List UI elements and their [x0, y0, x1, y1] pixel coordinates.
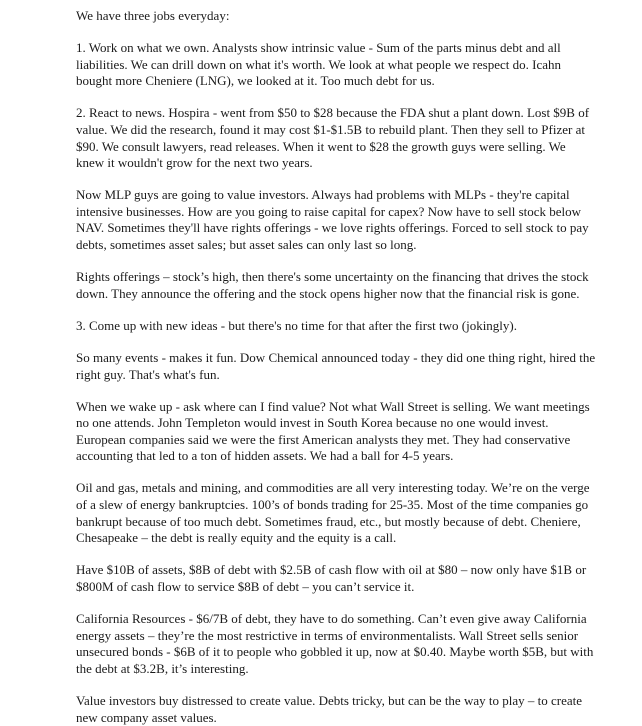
paragraph-job-3: 3. Come up with new ideas - but there's no time for that after the first two (jokingly). [76, 317, 517, 333]
paragraph-job-2: 2. React to news. Hospira - went from $50 to $28 because the FDA shut a plant down. Lost $9B of value. We did the research, found it may cost $1-$1.5B to rebuild plant. Then they sell to Pfizer at $90. We consult lawyers, read releases. When it went to $28 the growth guys were selling. We knew it wouldn't grow for the next two years. [76, 105, 590, 171]
paragraph-california-resources: California Resources - $6/7B of debt, they have to do something. Can’t even give away California energy assets – they’re the most restrictive in terms of environmentalists. Wall Street sells senior unsecured bonds - $6B of it to people who gobbled it up, now at $0.40. Maybe worth $5B, but with the debt at $3.2B, it’s interesting. [76, 611, 594, 676]
paragraph-mlp: Now MLP guys are going to value investors. Always had problems with MLPs - they're capital intensive businesses. How are you going to raise capital for capex? Now have to sell stock below NAV. Sometimes they'll have rights offerings - we love rights offerings. Forced to sell stock to pay debts, sometimes asset sales; but asset sales can only last so long. [76, 187, 589, 253]
paragraph-distressed: Value investors buy distressed to create value. Debts tricky, but can be the way to play – to create new company asset values. [76, 692, 582, 725]
paragraph-events: So many events - makes it fun. Dow Chemical announced today - they did one thing right, hired the right guy. That's what's fun. [76, 349, 596, 382]
paragraph-commodities: Oil and gas, metals and mining, and commodities are all very interesting today. We’re on the verge of a slew of energy bankruptcies. 100’s of bonds trading for 25-35. Most of the time companies go bankrupt because of too much debt. Sometimes fraud, etc., but mostly because of debt. Cheniere, Chesapeake – the debt is really equity and the equity is a call. [76, 480, 590, 546]
document-body [76, 8, 596, 726]
paragraph-assets-debt: Have $10B of assets, $8B of debt with $2.5B of cash flow with oil at $80 – now only have $1B or $800M of cash flow to service $8B of debt – you can’t service it. [76, 562, 587, 594]
paragraph-job-1: 1. Work on what we own. Analysts show intrinsic value - Sum of the parts minus debt and all liabilities. We can drill down on what it's worth. We look at what people we respect do. Icahn bought more Cheniere (LNG), we looked at it. Too much debt for us. [76, 40, 561, 89]
paragraph-find-value: When we wake up - ask where can I find value? Not what Wall Street is selling. We want meetings no one attends. John Templeton would invest in South Korea because no one would invest. European companies said we were the first American analysts they met. They had conservative accounting that led to a ton of hidden assets. We had a ball for 4-5 years. [76, 398, 590, 464]
paragraph-intro: We have three jobs everyday: [76, 8, 230, 23]
paragraph-rights-offerings: Rights offerings – stock’s high, then there's some uncertainty on the financing that drives the stock down. They announce the offering and the stock opens higher now that the financial risk is gone. [76, 269, 589, 301]
